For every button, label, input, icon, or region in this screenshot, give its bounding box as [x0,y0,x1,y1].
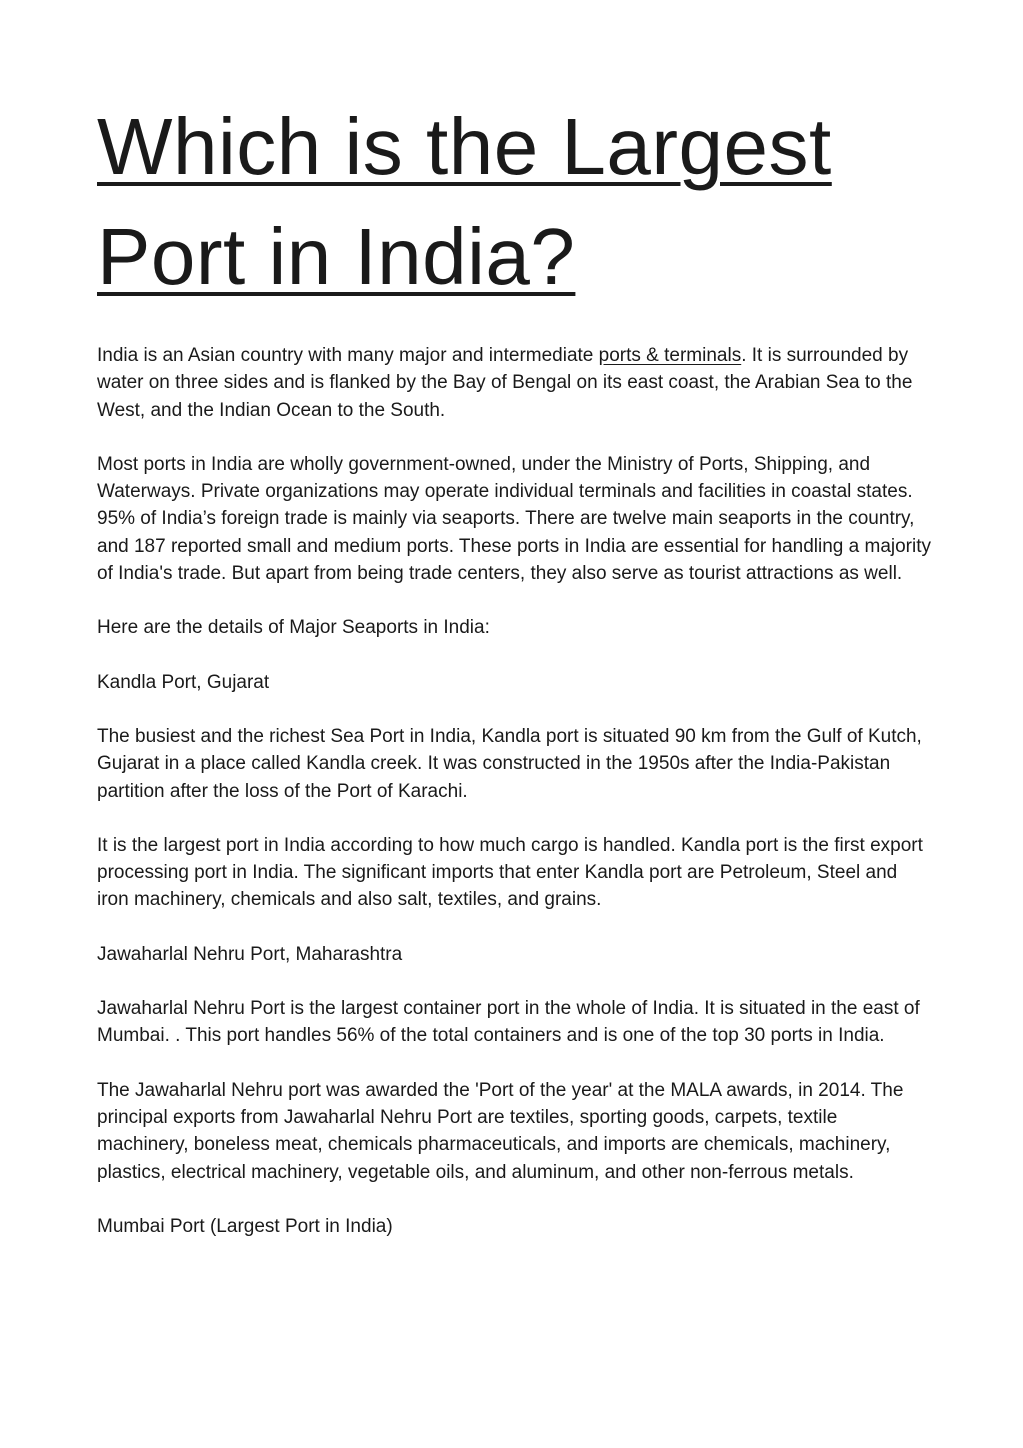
section-heading-jnpt: Jawaharlal Nehru Port, Maharashtra [97,943,403,965]
intro-text-after: . It is surrounded by water on three sides and is flanked by the Bay of Bengal on its east coast, the Arabian Sea to the West, and the Indian Ocean to the South. [97,345,913,421]
paragraph-jnpt-award: The Jawaharlal Nehru port was awarded the 'Port of the year' at the MALA awards, in 2014. The principal exports from Jawaharlal Nehru Port are textiles, sporting goods, carpets, textile machinery, boneless meat, chemicals pharmaceuticals, and imports are chemicals, machinery, plastics, electrical machinery, vegetable oils, and aluminum, and other non-ferrous metals. [97,1079,904,1183]
section-heading-mumbai: Mumbai Port (Largest Port in India) [97,1215,393,1237]
paragraph-kandla-intro: The busiest and the richest Sea Port in India, Kandla port is situated 90 km from the Gulf of Kutch, Gujarat in a place called Kandla creek. It was constructed in the 1950s after the India-Pakistan partition after the loss of the Port of Karachi. [97,725,922,802]
intro-paragraph [97,342,932,424]
paragraph-kandla-cargo: It is the largest port in India according to how much cargo is handled. Kandla port is the first export processing port in India. The significant imports that enter Kandla port are Petroleum, Steel and iron machinery, chemicals and also salt, textiles, and grains. [97,834,923,911]
title-line-1: Which is the Largest [97,102,832,191]
document-page [97,92,932,1267]
paragraph-jnpt-intro: Jawaharlal Nehru Port is the largest container port in the whole of India. It is situated in the east of Mumbai. . This port handles 56% of the total containers and is one of the top 30 ports in India. [97,998,920,1047]
paragraph-details-heading: Here are the details of Major Seaports in India: [97,617,490,639]
intro-text-before: India is an Asian country with many major and intermediate [97,345,599,366]
paragraph-ownership: Most ports in India are wholly government-owned, under the Ministry of Ports, Shipping, and Waterways. Private organizations may operate individual terminals and facilities in coastal states. 95% of India’s foreign trade is mainly via seaports. There are twelve main seaports in the country, and 187 reported small and medium ports. These ports in India are essential for handling a majority of India's trade. But apart from being trade centers, they also serve as tourist attractions as well. [97,453,931,585]
article-body [97,342,932,1240]
title-link[interactable] [97,102,832,301]
page-title [97,92,932,312]
ports-terminals-link[interactable]: ports & terminals [598,345,742,366]
section-heading-kandla: Kandla Port, Gujarat [97,671,270,693]
title-line-2: Port in India? [97,212,576,301]
